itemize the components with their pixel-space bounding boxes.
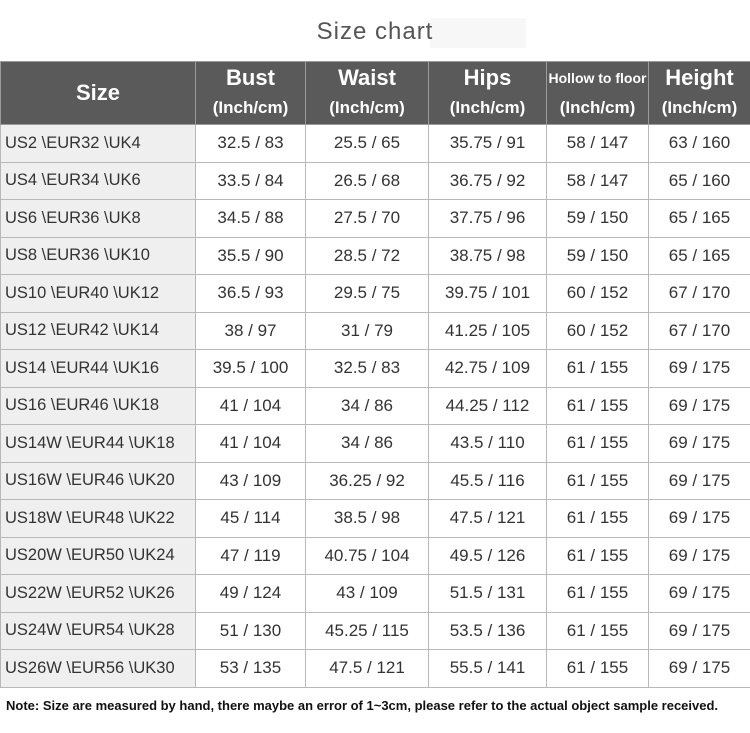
cell-size: US20W \EUR50 \UK24 (1, 537, 196, 575)
cell-height: 67 / 170 (649, 275, 750, 313)
header-size: Size (1, 62, 196, 125)
header-height (649, 62, 750, 125)
measurement-note: Note: Size are measured by hand, there maybe an error of 1~3cm, please refer to the actual object sample received. (6, 698, 719, 713)
cell-bust: 41 / 104 (196, 387, 306, 425)
cell-waist: 47.5 / 121 (306, 650, 429, 688)
header-height-label: Height (665, 65, 734, 90)
header-waist-unit: (Inch/cm) (329, 98, 405, 117)
cell-height: 69 / 175 (649, 612, 750, 650)
cell-size: US12 \EUR42 \UK14 (1, 312, 196, 350)
cell-waist: 43 / 109 (306, 575, 429, 613)
cell-hollow: 59 / 150 (547, 200, 649, 238)
table-row (1, 575, 750, 613)
cell-hollow: 61 / 155 (547, 425, 649, 463)
cell-height: 65 / 165 (649, 237, 750, 275)
cell-bust: 34.5 / 88 (196, 200, 306, 238)
cell-bust: 47 / 119 (196, 537, 306, 575)
cell-height: 69 / 175 (649, 537, 750, 575)
cell-height: 69 / 175 (649, 500, 750, 538)
table-row (1, 387, 750, 425)
cell-hollow: 58 / 147 (547, 125, 649, 163)
cell-hips: 37.75 / 96 (429, 200, 547, 238)
cell-waist: 32.5 / 83 (306, 350, 429, 388)
cell-waist: 31 / 79 (306, 312, 429, 350)
cell-hollow: 58 / 147 (547, 162, 649, 200)
cell-size: US2 \EUR32 \UK4 (1, 125, 196, 163)
cell-hips: 55.5 / 141 (429, 650, 547, 688)
cell-size: US6 \EUR36 \UK8 (1, 200, 196, 238)
header-bust-unit: (Inch/cm) (212, 98, 289, 117)
header-hollow-label: Hollow to floor (548, 70, 647, 86)
cell-hips: 39.75 / 101 (429, 275, 547, 313)
cell-size: US4 \EUR34 \UK6 (1, 162, 196, 200)
cell-hips: 44.25 / 112 (429, 387, 547, 425)
cell-bust: 51 / 130 (196, 612, 306, 650)
cell-height: 65 / 165 (649, 200, 750, 238)
cell-hips: 42.75 / 109 (429, 350, 547, 388)
cell-size: US16W \EUR46 \UK20 (1, 462, 196, 500)
cell-hips: 51.5 / 131 (429, 575, 547, 613)
table-row (1, 275, 750, 313)
cell-waist: 29.5 / 75 (306, 275, 429, 313)
cell-waist: 45.25 / 115 (306, 612, 429, 650)
cell-hips: 35.75 / 91 (429, 125, 547, 163)
cell-size: US18W \EUR48 \UK22 (1, 500, 196, 538)
cell-bust: 36.5 / 93 (196, 275, 306, 313)
cell-hips: 53.5 / 136 (429, 612, 547, 650)
cell-size: US16 \EUR46 \UK18 (1, 387, 196, 425)
cell-waist: 28.5 / 72 (306, 237, 429, 275)
cell-height: 69 / 175 (649, 425, 750, 463)
header-hips-unit: (Inch/cm) (449, 98, 526, 117)
cell-bust: 38 / 97 (196, 312, 306, 350)
cell-bust: 45 / 114 (196, 500, 306, 538)
table-row (1, 650, 750, 688)
cell-size: US22W \EUR52 \UK26 (1, 575, 196, 613)
cell-bust: 49 / 124 (196, 575, 306, 613)
table-row (1, 237, 750, 275)
cell-waist: 40.75 / 104 (306, 537, 429, 575)
table-row (1, 537, 750, 575)
cell-hollow: 59 / 150 (547, 237, 649, 275)
cell-hollow: 61 / 155 (547, 650, 649, 688)
cell-height: 67 / 170 (649, 312, 750, 350)
size-chart-table (0, 61, 750, 688)
cell-height: 63 / 160 (649, 125, 750, 163)
cell-bust: 33.5 / 84 (196, 162, 306, 200)
cell-size: US14W \EUR44 \UK18 (1, 425, 196, 463)
cell-waist: 25.5 / 65 (306, 125, 429, 163)
header-row (1, 62, 750, 125)
header-hips-label: Hips (463, 65, 512, 90)
table-row (1, 200, 750, 238)
cell-hollow: 60 / 152 (547, 312, 649, 350)
cell-size: US8 \EUR36 \UK10 (1, 237, 196, 275)
cell-size: US26W \EUR56 \UK30 (1, 650, 196, 688)
cell-hips: 41.25 / 105 (429, 312, 547, 350)
table-row (1, 425, 750, 463)
table-row (1, 500, 750, 538)
table-row (1, 312, 750, 350)
header-hollow (547, 62, 649, 125)
cell-height: 65 / 160 (649, 162, 750, 200)
table-row (1, 125, 750, 163)
header-bust-label: Bust (226, 65, 275, 90)
cell-hollow: 61 / 155 (547, 537, 649, 575)
cell-waist: 26.5 / 68 (306, 162, 429, 200)
cell-size: US10 \EUR40 \UK12 (1, 275, 196, 313)
cell-waist: 36.25 / 92 (306, 462, 429, 500)
cell-hips: 38.75 / 98 (429, 237, 547, 275)
cell-waist: 27.5 / 70 (306, 200, 429, 238)
cell-bust: 32.5 / 83 (196, 125, 306, 163)
table-row (1, 612, 750, 650)
cell-hollow: 61 / 155 (547, 500, 649, 538)
cell-hips: 49.5 / 126 (429, 537, 547, 575)
cell-hollow: 61 / 155 (547, 350, 649, 388)
header-hollow-unit: (Inch/cm) (559, 98, 636, 117)
header-height-unit: (Inch/cm) (661, 98, 738, 117)
cell-bust: 41 / 104 (196, 425, 306, 463)
cell-waist: 38.5 / 98 (306, 500, 429, 538)
size-rows (1, 125, 750, 688)
table-row (1, 462, 750, 500)
page-title: Size chart (316, 18, 434, 45)
cell-hollow: 60 / 152 (547, 275, 649, 313)
cell-bust: 53 / 135 (196, 650, 306, 688)
header-hips (429, 62, 547, 125)
cell-hips: 47.5 / 121 (429, 500, 547, 538)
header-waist-label: Waist (338, 65, 396, 90)
header-bust (196, 62, 306, 125)
header-waist (306, 62, 429, 125)
cell-waist: 34 / 86 (306, 387, 429, 425)
cell-bust: 35.5 / 90 (196, 237, 306, 275)
cell-size: US14 \EUR44 \UK16 (1, 350, 196, 388)
cell-height: 69 / 175 (649, 350, 750, 388)
cell-bust: 39.5 / 100 (196, 350, 306, 388)
cell-hips: 36.75 / 92 (429, 162, 547, 200)
cell-hollow: 61 / 155 (547, 462, 649, 500)
cell-size: US24W \EUR54 \UK28 (1, 612, 196, 650)
cell-bust: 43 / 109 (196, 462, 306, 500)
table-row (1, 162, 750, 200)
cell-waist: 34 / 86 (306, 425, 429, 463)
cell-height: 69 / 175 (649, 387, 750, 425)
cell-hips: 45.5 / 116 (429, 462, 547, 500)
table-row (1, 350, 750, 388)
cell-height: 69 / 175 (649, 462, 750, 500)
cell-hollow: 61 / 155 (547, 387, 649, 425)
cell-hips: 43.5 / 110 (429, 425, 547, 463)
cell-hollow: 61 / 155 (547, 612, 649, 650)
cell-hollow: 61 / 155 (547, 575, 649, 613)
cell-height: 69 / 175 (649, 650, 750, 688)
cell-height: 69 / 175 (649, 575, 750, 613)
